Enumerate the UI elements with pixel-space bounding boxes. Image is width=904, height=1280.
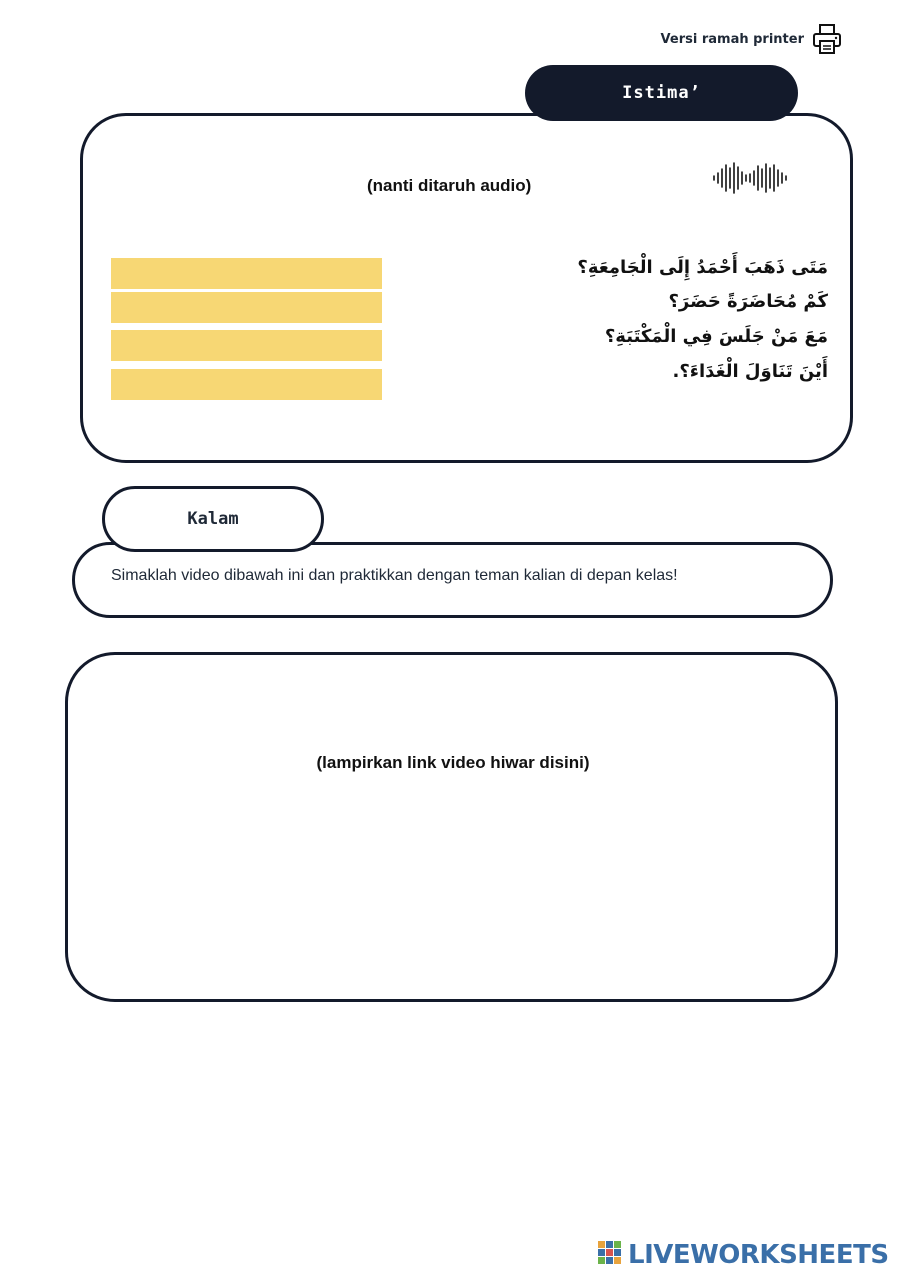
sound-wave-icon[interactable] xyxy=(712,162,788,194)
liveworksheets-logo xyxy=(598,1240,889,1270)
kalam-instruction-text: Simaklah video dibawah ini dan praktikkan dengan teman kalian di depan kelas! xyxy=(111,567,678,584)
liveworksheets-logo-text: LIVEWORKSHEETS xyxy=(628,1240,889,1270)
answer-slot-3[interactable] xyxy=(111,330,382,361)
kalam-tab-label: Kalam xyxy=(187,509,239,529)
answer-slot-1[interactable] xyxy=(111,258,382,289)
video-placeholder-text: (lampirkan link video hiwar disini) xyxy=(316,753,590,772)
printer-friendly-link[interactable] xyxy=(661,22,842,56)
answer-slot-4[interactable] xyxy=(111,369,382,400)
printer-friendly-label: Versi ramah printer xyxy=(660,31,804,47)
video-placeholder xyxy=(0,753,904,773)
printer-icon xyxy=(812,23,842,55)
question-2: كَمْ مُحَاضَرَةً حَضَرَ؟ xyxy=(668,291,828,312)
video-card xyxy=(65,652,838,1002)
kalam-tab xyxy=(102,486,324,552)
audio-placeholder: (nanti ditaruh audio) xyxy=(367,176,532,195)
liveworksheets-mark-icon xyxy=(598,1241,622,1269)
question-1: مَتَى ذَهَبَ أَحْمَدُ إِلَى الْجَامِعَةِ؟ xyxy=(577,257,828,278)
istima-tab xyxy=(525,65,798,121)
istima-tab-label: Istima’ xyxy=(622,83,701,103)
question-4: أَيْنَ تَنَاوَلَ الْغَدَاءَ؟. xyxy=(672,361,828,382)
question-3: مَعَ مَنْ جَلَسَ فِي الْمَكْتَبَةِ؟ xyxy=(604,326,828,347)
answer-slot-2[interactable] xyxy=(111,292,382,323)
